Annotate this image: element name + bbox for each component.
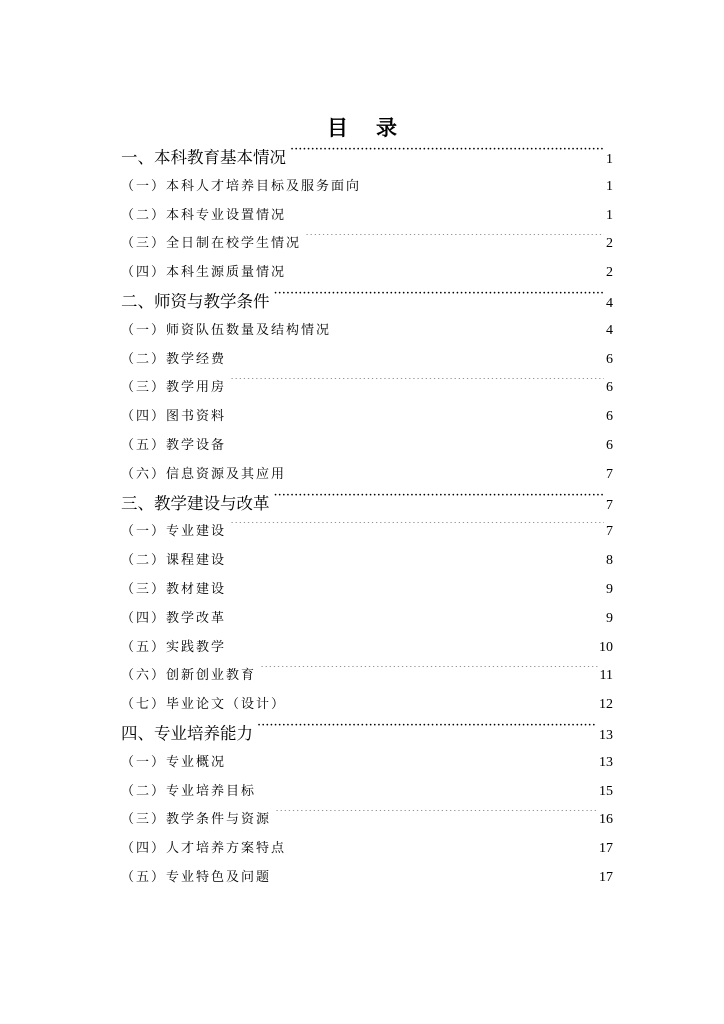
toc-entry-label: （一）师资队伍数量及结构情况 <box>121 322 332 338</box>
toc-page-number: 7 <box>606 524 613 540</box>
toc-subsection-entry[interactable] <box>121 634 613 663</box>
toc-entry-label: （五）专业特色及问题 <box>121 869 272 885</box>
toc-page-number: 9 <box>606 610 613 626</box>
toc-page-number: 4 <box>606 295 613 311</box>
toc-page-number: 2 <box>606 265 613 281</box>
toc-entry-label: （三）教学条件与资源 <box>121 812 272 828</box>
toc-leader-dots <box>290 206 604 219</box>
toc-entry-label: （三）教学用房 <box>121 380 227 396</box>
toc-page-number: 10 <box>599 639 613 655</box>
toc-page-number: 4 <box>606 322 613 338</box>
toc-entry-label: （四）人才培养方案特点 <box>121 841 287 857</box>
toc-leader-dots <box>305 234 604 247</box>
toc-entry-label: （一）专业概况 <box>121 754 227 770</box>
toc-page-number: 17 <box>599 841 613 857</box>
toc-leader-dots <box>230 753 597 766</box>
toc-leader-dots <box>257 722 597 739</box>
toc-subsection-entry[interactable] <box>121 547 613 576</box>
toc-entry-label: （五）实践教学 <box>121 639 227 655</box>
toc-page-number: 6 <box>606 437 613 453</box>
toc-leader-dots <box>275 868 597 881</box>
toc-leader-dots <box>290 465 604 478</box>
toc-subsection-entry[interactable] <box>121 346 613 375</box>
toc-section-entry[interactable] <box>121 288 613 317</box>
toc-leader-dots <box>275 810 597 823</box>
toc-leader-dots <box>230 436 604 449</box>
toc-leader-dots <box>290 839 597 852</box>
toc-section-entry[interactable] <box>121 720 613 749</box>
toc-subsection-entry[interactable] <box>121 662 613 691</box>
toc-entry-label: （三）全日制在校学生情况 <box>121 236 302 252</box>
toc-subsection-entry[interactable] <box>121 374 613 403</box>
toc-page-number: 1 <box>606 152 613 167</box>
toc-subsection-entry[interactable] <box>121 518 613 547</box>
toc-leader-dots <box>290 695 597 708</box>
toc-leader-dots <box>230 350 604 363</box>
toc-section-entry[interactable] <box>121 144 613 173</box>
toc-subsection-entry[interactable] <box>121 259 613 288</box>
toc-page-number: 6 <box>606 380 613 396</box>
toc-entry-label: （二）教学经费 <box>121 351 227 367</box>
toc-entry-label: （一）专业建设 <box>121 524 227 540</box>
toc-page-number: 17 <box>599 869 613 885</box>
toc-subsection-entry[interactable] <box>121 202 613 231</box>
toc-leader-dots <box>230 551 604 564</box>
toc-section-entry[interactable] <box>121 490 613 519</box>
toc-entry-label: 二、师资与教学条件 <box>121 291 270 311</box>
toc-leader-dots <box>230 522 604 535</box>
toc-leader-dots <box>230 378 604 391</box>
toc-list <box>121 144 613 893</box>
toc-subsection-entry[interactable] <box>121 317 613 346</box>
toc-page-number: 11 <box>599 668 613 684</box>
toc-subsection-entry[interactable] <box>121 835 613 864</box>
toc-page-number: 6 <box>606 351 613 367</box>
toc-subsection-entry[interactable] <box>121 432 613 461</box>
toc-page-number: 2 <box>606 236 613 252</box>
toc-leader-dots <box>230 609 604 622</box>
toc-title: 目录 <box>327 116 425 140</box>
toc-subsection-entry[interactable] <box>121 691 613 720</box>
toc-leader-dots <box>260 782 597 795</box>
toc-page-number: 7 <box>606 466 613 482</box>
toc-page-number: 1 <box>606 178 613 194</box>
toc-entry-label: （三）教材建设 <box>121 581 227 597</box>
toc-entry-label: （二）专业培养目标 <box>121 783 257 799</box>
toc-leader-dots <box>230 638 597 651</box>
toc-entry-label: （一）本科人才培养目标及服务面向 <box>121 178 362 194</box>
toc-page-number: 6 <box>606 409 613 425</box>
toc-entry-label: 一、本科教育基本情况 <box>121 148 286 167</box>
toc-leader-dots <box>365 177 604 190</box>
toc-entry-label: （七）毕业论文（设计） <box>121 697 287 713</box>
toc-subsection-entry[interactable] <box>121 778 613 807</box>
toc-subsection-entry[interactable] <box>121 864 613 893</box>
toc-subsection-entry[interactable] <box>121 403 613 432</box>
toc-entry-label: （六）信息资源及其应用 <box>121 466 287 482</box>
toc-page-number: 9 <box>606 581 613 597</box>
toc-entry-label: （四）图书资料 <box>121 409 227 425</box>
toc-entry-label: （二）课程建设 <box>121 553 227 569</box>
toc-leader-dots <box>260 666 598 679</box>
toc-leader-dots <box>290 263 604 276</box>
toc-page-number: 8 <box>606 553 613 569</box>
toc-page-number: 16 <box>599 812 613 828</box>
toc-leader-dots <box>230 580 604 593</box>
toc-subsection-entry[interactable] <box>121 173 613 202</box>
toc-entry-label: （四）教学改革 <box>121 610 227 626</box>
toc-page-number: 13 <box>599 727 613 743</box>
toc-page-number: 15 <box>599 783 613 799</box>
toc-leader-dots <box>274 492 605 509</box>
toc-subsection-entry[interactable] <box>121 576 613 605</box>
toc-subsection-entry[interactable] <box>121 749 613 778</box>
toc-leader-dots <box>335 321 604 334</box>
toc-subsection-entry[interactable] <box>121 806 613 835</box>
toc-subsection-entry[interactable] <box>121 461 613 490</box>
toc-entry-label: （五）教学设备 <box>121 437 227 453</box>
toc-entry-label: 三、教学建设与改革 <box>121 493 270 513</box>
toc-entry-label: （二）本科专业设置情况 <box>121 207 287 223</box>
toc-leader-dots <box>290 147 604 164</box>
toc-subsection-entry[interactable] <box>121 605 613 634</box>
toc-entry-label: （六）创新创业教育 <box>121 668 257 684</box>
toc-entry-label: （四）本科生源质量情况 <box>121 265 287 281</box>
toc-page-number: 12 <box>599 697 613 713</box>
toc-leader-dots <box>274 290 605 307</box>
toc-page-number: 1 <box>606 207 613 223</box>
toc-page-number: 13 <box>599 754 613 770</box>
toc-leader-dots <box>230 407 604 420</box>
toc-subsection-entry[interactable] <box>121 230 613 259</box>
toc-page-number: 7 <box>606 497 613 513</box>
toc-entry-label: 四、专业培养能力 <box>121 723 253 743</box>
